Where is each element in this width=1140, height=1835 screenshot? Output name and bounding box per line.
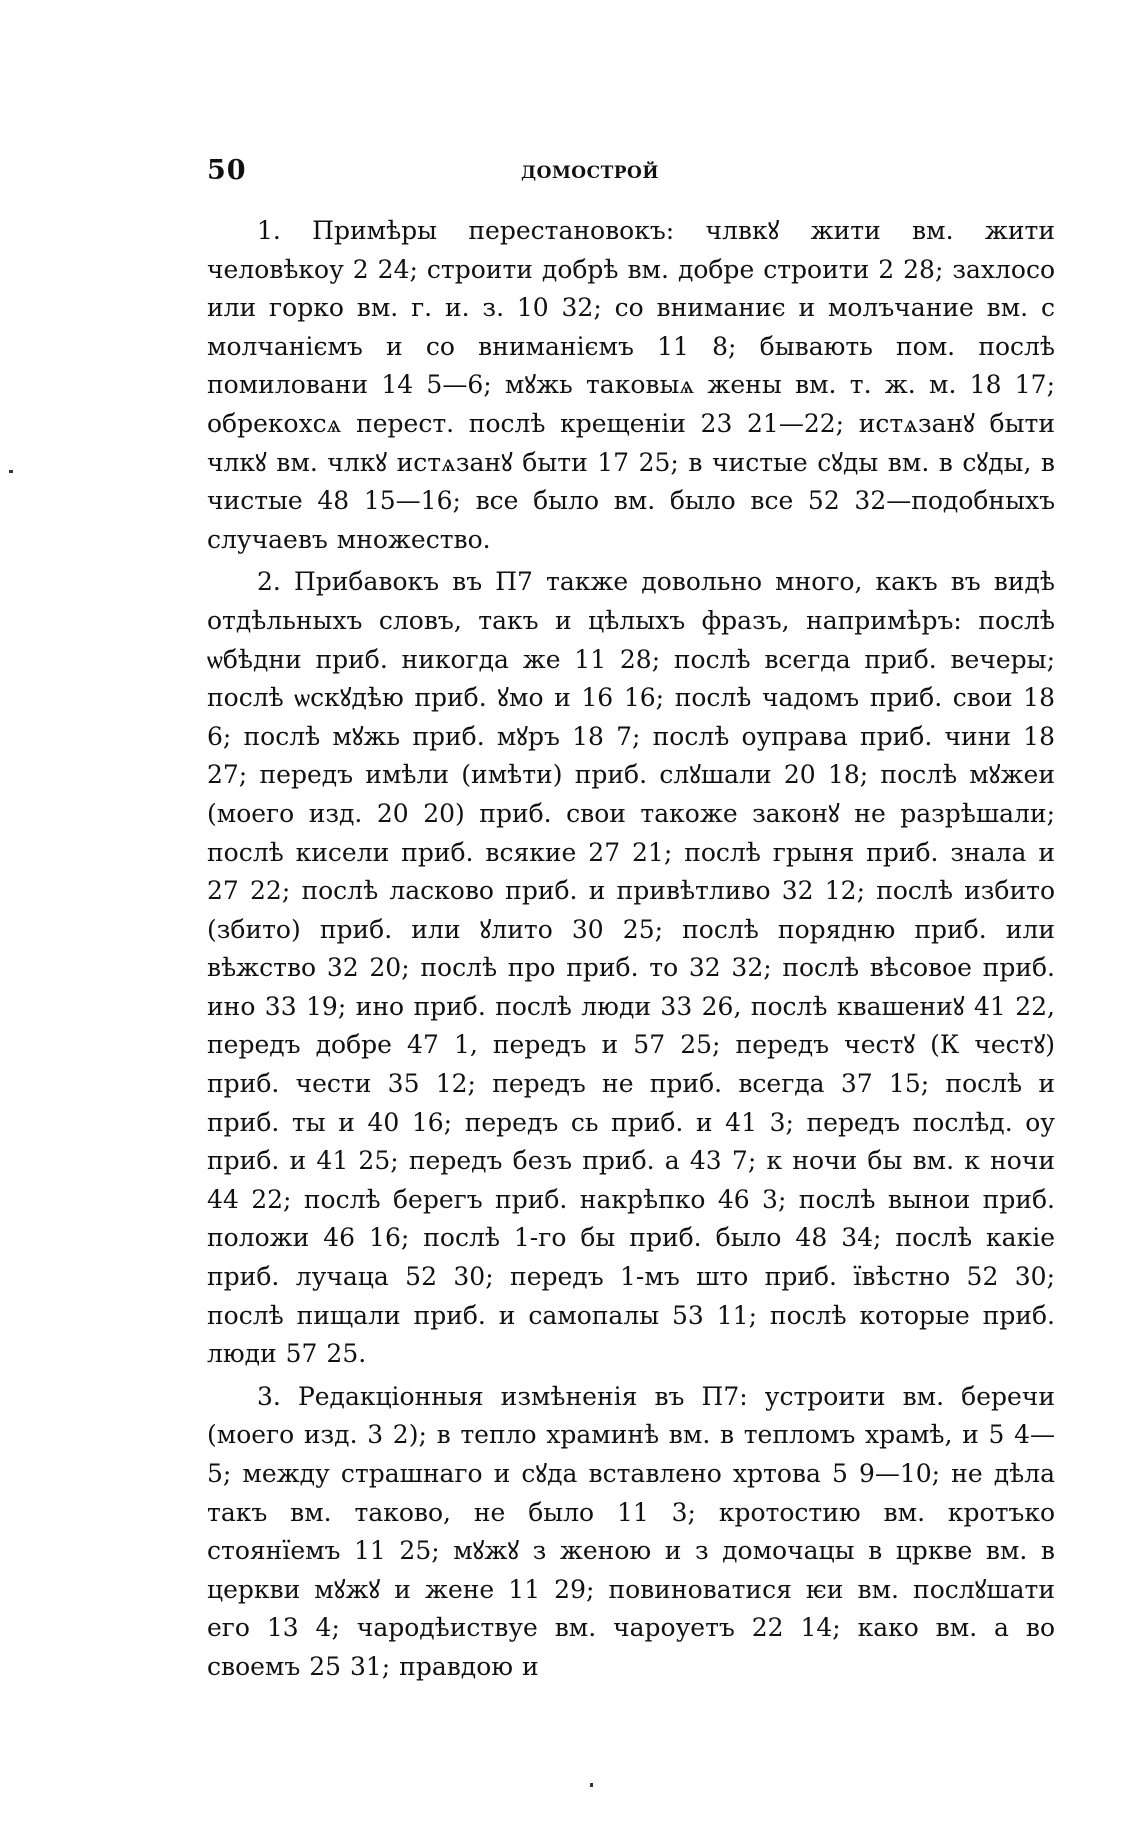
- paragraph-2-additions: 2. Прибавокъ въ П7 также довольно много, какъ въ видѣ отдѣльныхъ словъ, такъ и цѣлыхъ фразъ, напримѣръ: послѣ ѡбѣдни приб. никогда же 11 28; послѣ всегда приб. вечеры; послѣ ѡскꙋдѣю приб. ꙋмо и 16 16; послѣ чадомъ приб. свои 18 6; послѣ мꙋжь приб. мꙋръ 18 7; послѣ оуправа приб. чини 18 27; передъ имѣли (имѣти) приб. слꙋшали 20 18; послѣ мꙋжеи (моего изд. 20 20) приб. свои такоже законꙋ не разрѣшали; послѣ кисели приб. всякие 27 21; послѣ грыня приб. знала и 27 22; послѣ ласково приб. и привѣтливо 32 12; послѣ избито (збито) приб. или ꙋлито 30 25; послѣ порядню приб. или вѣжство 32 20; послѣ про приб. то 32 32; послѣ вѣсовое приб. ино 33 19; ино приб. послѣ люди 33 26, послѣ квашениꙋ 41 22, передъ добре 47 1, передъ и 57 25; передъ честꙋ (К честꙋ) приб. чести 35 12; передъ не приб. всегда 37 15; послѣ и приб. ты и 40 16; передъ сь приб. и 41 3; передъ послѣд. оу приб. и 41 25; передъ безъ приб. а 43 7; к ночи бы вм. к ночи 44 22; послѣ берегъ приб. накрѣпко 46 3; послѣ вынои приб. положи 46 16; послѣ 1-го бы приб. было 48 34; послѣ какіе приб. лучаца 52 30; передъ 1-мъ што приб. ївѣстно 52 30; послѣ пищали приб. и самопалы 53 11; послѣ которые приб. люди 57 25.: [207, 567, 1055, 1369]
- scan-speck: [590, 1783, 593, 1787]
- page-number: 50: [207, 155, 247, 186]
- scan-speck: [9, 470, 13, 473]
- body-text: [207, 212, 1055, 1687]
- running-title: ДОМОСТРОЙ: [521, 163, 659, 183]
- paragraph-3-editorial-changes: 3. Редакціонныя измѣненія въ П7: устроити вм. беречи (моего изд. 3 2); в тепло храминѣ вм. в тепломъ храмѣ, и 5 4—5; между страшнаго и сꙋда вставлено хртова 5 9—10; не дѣла такъ вм. таково, не было 11 3; кротостию вм. кротъко стоянїемъ 11 25; мꙋжꙋ з женою и з домочацы в цркве вм. в церкви мꙋжꙋ и жене 11 29; повиноватися ѥи вм. послꙋшати его 13 4; чародѣиствуе вм. чароуетъ 22 14; како вм. а во своемъ 25 31; правдою и: [207, 1381, 1055, 1681]
- paragraph-1-permutations: 1. Примѣры перестановокъ: члвкꙋ жити вм. жити человѣкоу 2 24; строити добрѣ вм. добре строити 2 28; захлосо или горко вм. г. и. з. 10 32; со вниманиє и молъчание вм. с молчаніємъ и со вниманіємъ 11 8; бывають пом. послѣ помиловани 14 5—6; мꙋжь таковыѧ жены вм. т. ж. м. 18 17; обрекохсѧ перест. послѣ крещеніи 23 21—22; истѧзанꙋ быти члкꙋ вм. члкꙋ истѧзанꙋ быти 17 25; в чистые сꙋды вм. в сꙋды, в чистые 48 15—16; все было вм. было все 52 32—подобныхъ случаевъ множество.: [207, 216, 1055, 554]
